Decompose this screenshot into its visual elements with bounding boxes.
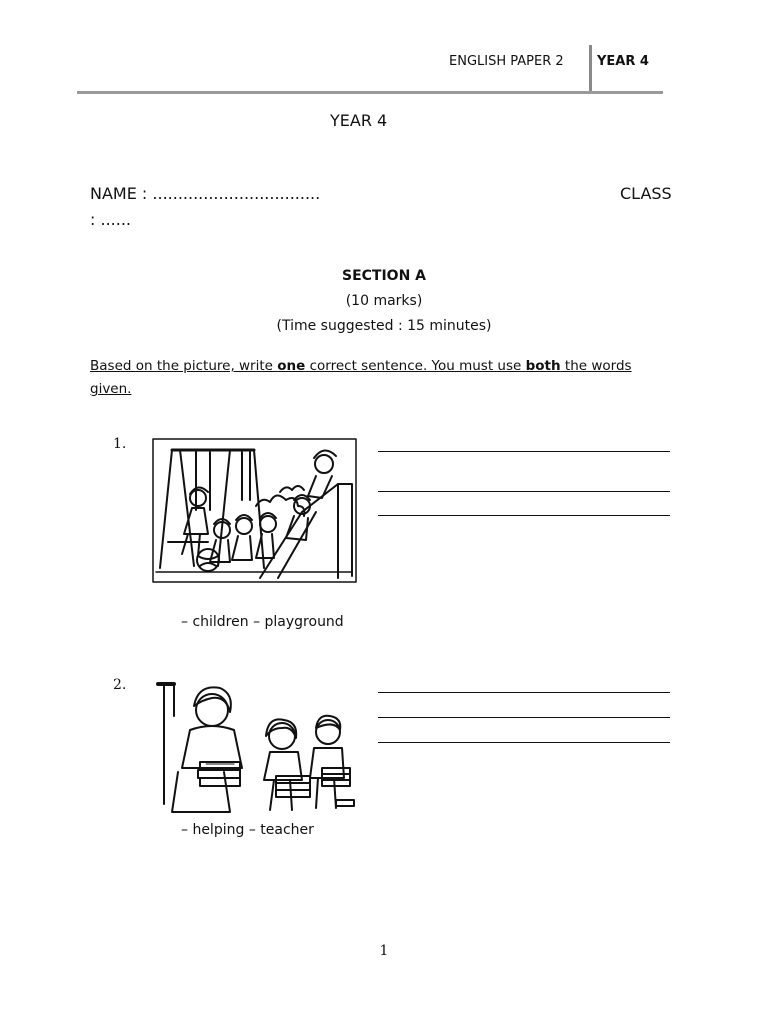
header-divider bbox=[589, 45, 592, 91]
question-number: 1. bbox=[113, 436, 127, 452]
header-year: YEAR 4 bbox=[597, 54, 649, 69]
answer-line[interactable] bbox=[378, 742, 670, 743]
page-title: YEAR 4 bbox=[330, 111, 388, 130]
instruction-bold-both: both bbox=[525, 358, 561, 374]
question-number: 2. bbox=[113, 677, 127, 693]
instruction-text: Based on the picture, write bbox=[90, 358, 278, 374]
given-words: – helping – teacher bbox=[181, 822, 314, 838]
instruction-bold-one: one bbox=[277, 358, 306, 374]
section-marks: (10 marks) bbox=[345, 293, 423, 309]
instruction-text: correct sentence. You must use bbox=[305, 358, 526, 374]
instruction-text: the words given. bbox=[90, 358, 632, 397]
answer-line[interactable] bbox=[378, 451, 670, 452]
header-paper-title: ENGLISH PAPER 2 bbox=[449, 54, 564, 69]
helping-teacher-picture bbox=[152, 676, 360, 818]
answer-line[interactable] bbox=[378, 515, 670, 516]
answer-line[interactable] bbox=[378, 491, 670, 492]
header-rule bbox=[77, 91, 663, 94]
section-time: (Time suggested : 15 minutes) bbox=[276, 318, 492, 334]
answer-line[interactable] bbox=[378, 692, 670, 693]
instructions bbox=[90, 355, 670, 401]
class-field: : ...... bbox=[90, 210, 131, 229]
answer-line[interactable] bbox=[378, 717, 670, 718]
name-field: NAME : ................................. bbox=[90, 184, 321, 203]
given-words: – children – playground bbox=[181, 614, 344, 630]
page-number: 1 bbox=[379, 943, 389, 959]
playground-picture bbox=[152, 438, 358, 584]
class-label: CLASS bbox=[620, 184, 672, 203]
section-title: SECTION A bbox=[341, 268, 426, 284]
